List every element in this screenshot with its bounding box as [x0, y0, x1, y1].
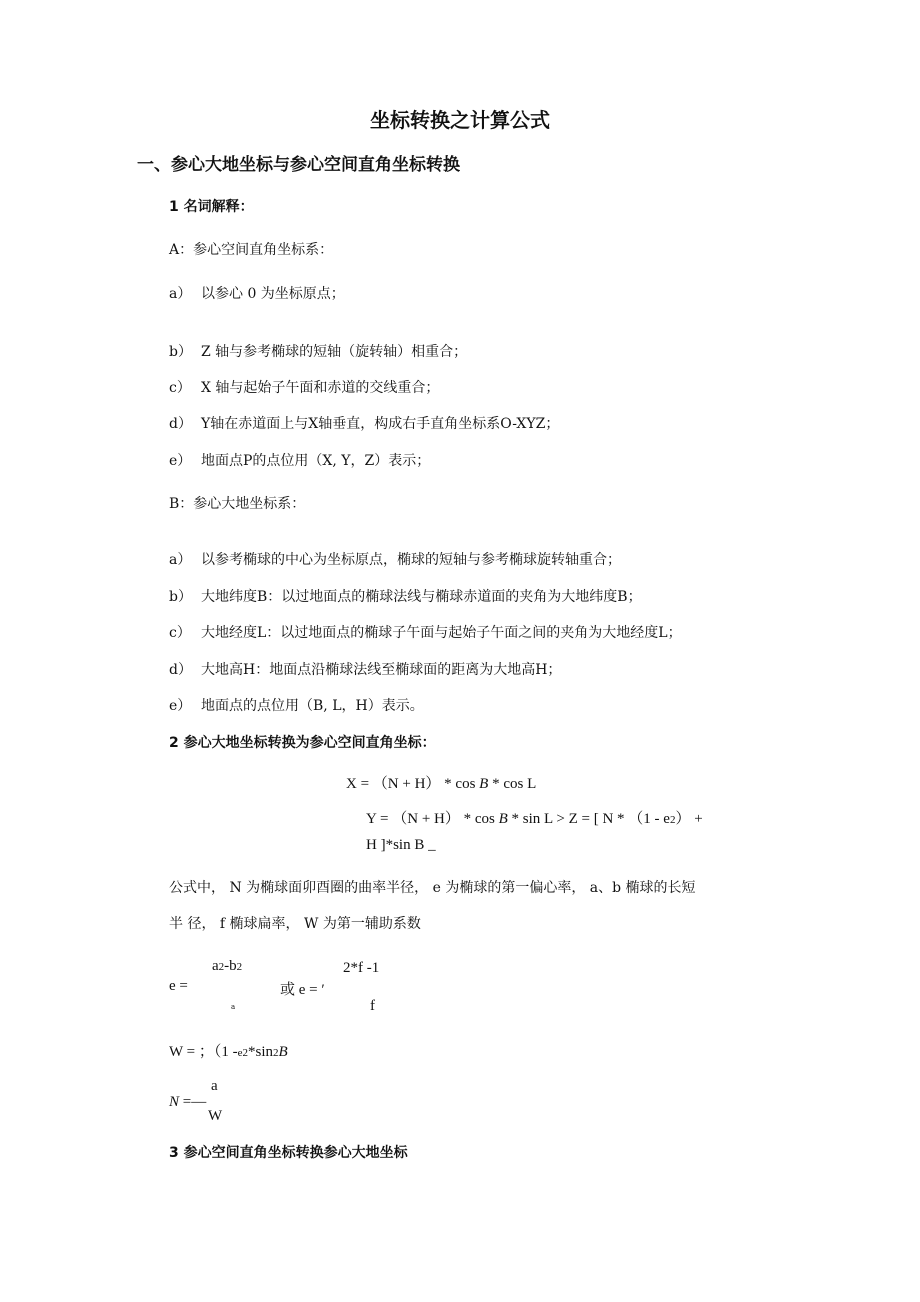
list-item-label: a）	[169, 552, 192, 568]
list-item	[169, 586, 642, 606]
list-item	[169, 413, 559, 433]
list-item-text: 大地高H：地面点沿椭球法线至椭球面的距离为大地高H；	[201, 662, 562, 678]
list-item	[169, 450, 430, 470]
list-item-label: c）	[169, 625, 191, 641]
list-item	[169, 341, 467, 361]
list-item	[169, 283, 345, 303]
list-item-label: d）	[169, 662, 192, 678]
formula-z: H ]*sin B _	[366, 837, 436, 853]
list-item	[169, 695, 424, 715]
list-item	[169, 622, 682, 642]
list-item-label: b）	[169, 344, 192, 360]
list-item-text: 地面点P的点位用（X, Y，Z）表示；	[201, 453, 431, 469]
list-item-text: 大地经度L：以过地面点的椭球子午面与起始子午面之间的夹角为大地经度L；	[201, 625, 682, 641]
list-item-label: e）	[169, 698, 192, 714]
list-item	[169, 659, 561, 679]
list-item-text: Z 轴与参考椭球的短轴（旋转轴）相重合；	[201, 344, 468, 360]
e-formula-denominator: a	[231, 1003, 236, 1011]
list-item-text: 地面点的点位用（B, L，H）表示。	[201, 698, 424, 714]
list-item-text: X 轴与起始子午面和赤道的交线重合；	[201, 380, 440, 396]
formula-explanation-line1: 公式中， N 为椭球面卯酉圈的曲率半径， e 为椭球的第一偏心率， a、b 椭球的长短	[169, 880, 696, 896]
page-title: 坐标转换之计算公式	[370, 108, 550, 132]
subsection-heading-2: 2 参心大地坐标转换为参心空间直角坐标：	[169, 735, 436, 751]
formula-explanation-line2: 半 径， f 椭球扁率， W 为第一辅助系数	[169, 916, 421, 932]
coord-system-b-title: B：参心大地坐标系：	[169, 496, 306, 512]
list-item-text: 大地纬度B：以过地面点的椭球法线与椭球赤道面的夹角为大地纬度B；	[201, 589, 642, 605]
formula-y: Y = （N + H） * cos B * sin L > Z = [ N * （1 - e2） +	[366, 811, 703, 827]
coord-system-a-title: A：参心空间直角坐标系：	[169, 242, 334, 258]
w-formula: W = ；（1 -e2*sin2B	[169, 1044, 288, 1060]
list-item	[169, 377, 439, 397]
list-item-label: b）	[169, 589, 192, 605]
list-item-text: Y轴在赤道面上与X轴垂直，构成右手直角坐标系O-XYZ；	[201, 416, 560, 432]
list-item-text: 以参考椭球的中心为坐标原点，椭球的短轴与参考椭球旋转轴重合；	[201, 552, 621, 568]
e-formula-alt-numerator: 2*f -1	[343, 960, 380, 976]
list-item-label: c）	[169, 380, 191, 396]
n-formula-numerator: a	[211, 1078, 218, 1094]
e-formula-alt-lhs: 或 e = ′	[280, 982, 325, 998]
list-item-label: a）	[169, 286, 192, 302]
list-item-label: d）	[169, 416, 192, 432]
list-item	[169, 549, 621, 569]
e-formula-numerator: a2-b2	[212, 958, 243, 974]
e-formula-alt-denominator: f	[370, 998, 375, 1014]
subsection-heading-3: 3 参心空间直角坐标转换参心大地坐标	[169, 1145, 408, 1161]
formula-x: X = （N + H） * cos B * cos L	[346, 776, 537, 792]
n-formula-lhs: N =—	[169, 1094, 207, 1110]
n-formula-denominator: W	[208, 1108, 223, 1124]
subsection-heading-1: 1 名词解释：	[169, 199, 254, 215]
list-item-label: e）	[169, 453, 192, 469]
list-item-text: 以参心 0 为坐标原点；	[201, 286, 345, 302]
e-formula-lhs: e =	[169, 978, 188, 994]
section-heading-1: 一、参心大地坐标与参心空间直角坐标转换	[137, 155, 460, 175]
